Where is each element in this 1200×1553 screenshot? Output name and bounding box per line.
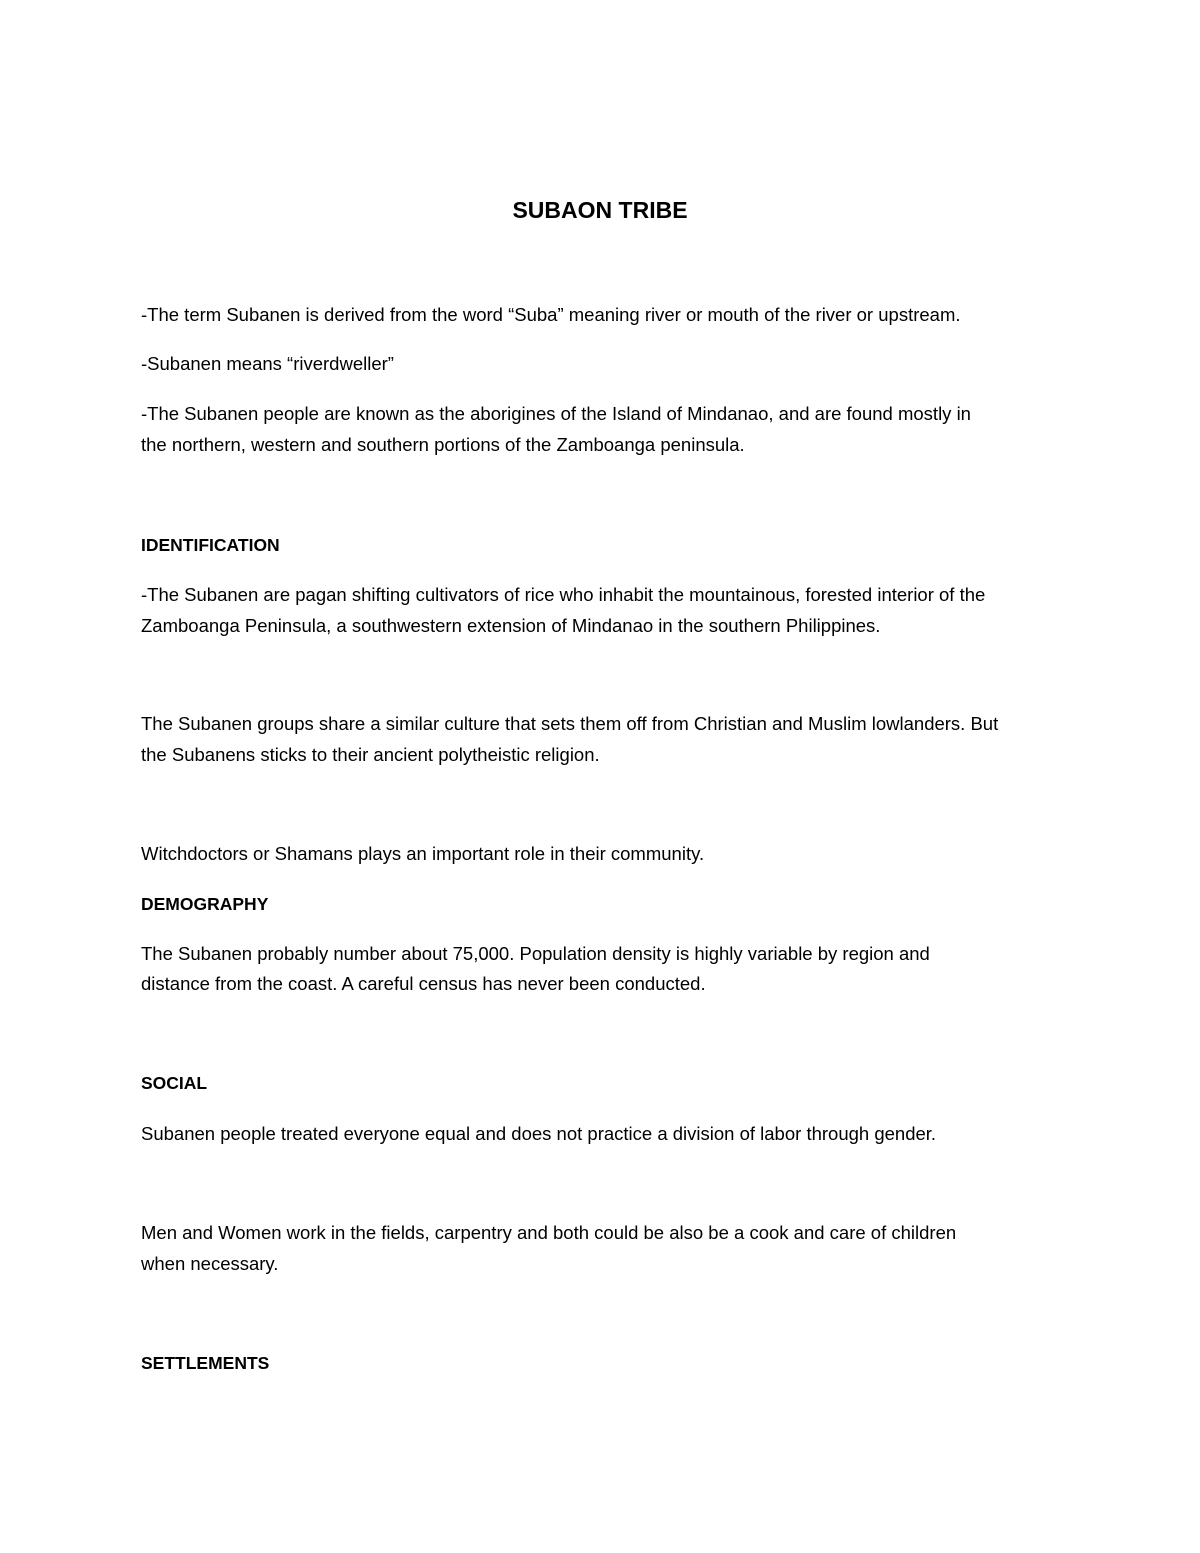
demography-line: The Subanen probably number about 75,000. Population density is highly variable by region and [141, 943, 930, 964]
demography-heading: DEMOGRAPHY [141, 894, 269, 914]
intro-line-portions: the northern, western and southern portions of the Zamboanga peninsula. [141, 434, 745, 455]
identification-line: -The Subanen are pagan shifting cultivators of rice who inhabit the mountainous, forested interior of the [141, 584, 986, 605]
social-heading: SOCIAL [141, 1073, 208, 1093]
settlements-heading: SETTLEMENTS [141, 1353, 270, 1373]
demography-line: distance from the coast. A careful census has never been conducted. [141, 973, 706, 994]
identification-line: The Subanen groups share a similar culture that sets them off from Christian and Muslim lowlanders. But [141, 713, 999, 734]
intro-line-meaning: -Subanen means “riverdweller” [141, 353, 394, 374]
social-line: Subanen people treated everyone equal and does not practice a division of labor through gender. [141, 1123, 937, 1144]
document-title: SUBAON TRIBE [512, 197, 688, 223]
identification-line: Witchdoctors or Shamans plays an important role in their community. [141, 843, 705, 864]
identification-line: the Subanens sticks to their ancient polytheistic religion. [141, 744, 600, 765]
identification-line: Zamboanga Peninsula, a southwestern extension of Mindanao in the southern Philippines. [141, 615, 881, 636]
intro-line-term: -The term Subanen is derived from the word “Suba” meaning river or mouth of the river or upstream. [141, 304, 961, 325]
identification-heading: IDENTIFICATION [141, 535, 280, 555]
social-line: Men and Women work in the fields, carpentry and both could be also be a cook and care of children [141, 1222, 957, 1243]
intro-line-aborigines: -The Subanen people are known as the aborigines of the Island of Mindanao, and are found mostly in [141, 403, 971, 424]
social-line: when necessary. [141, 1253, 279, 1274]
